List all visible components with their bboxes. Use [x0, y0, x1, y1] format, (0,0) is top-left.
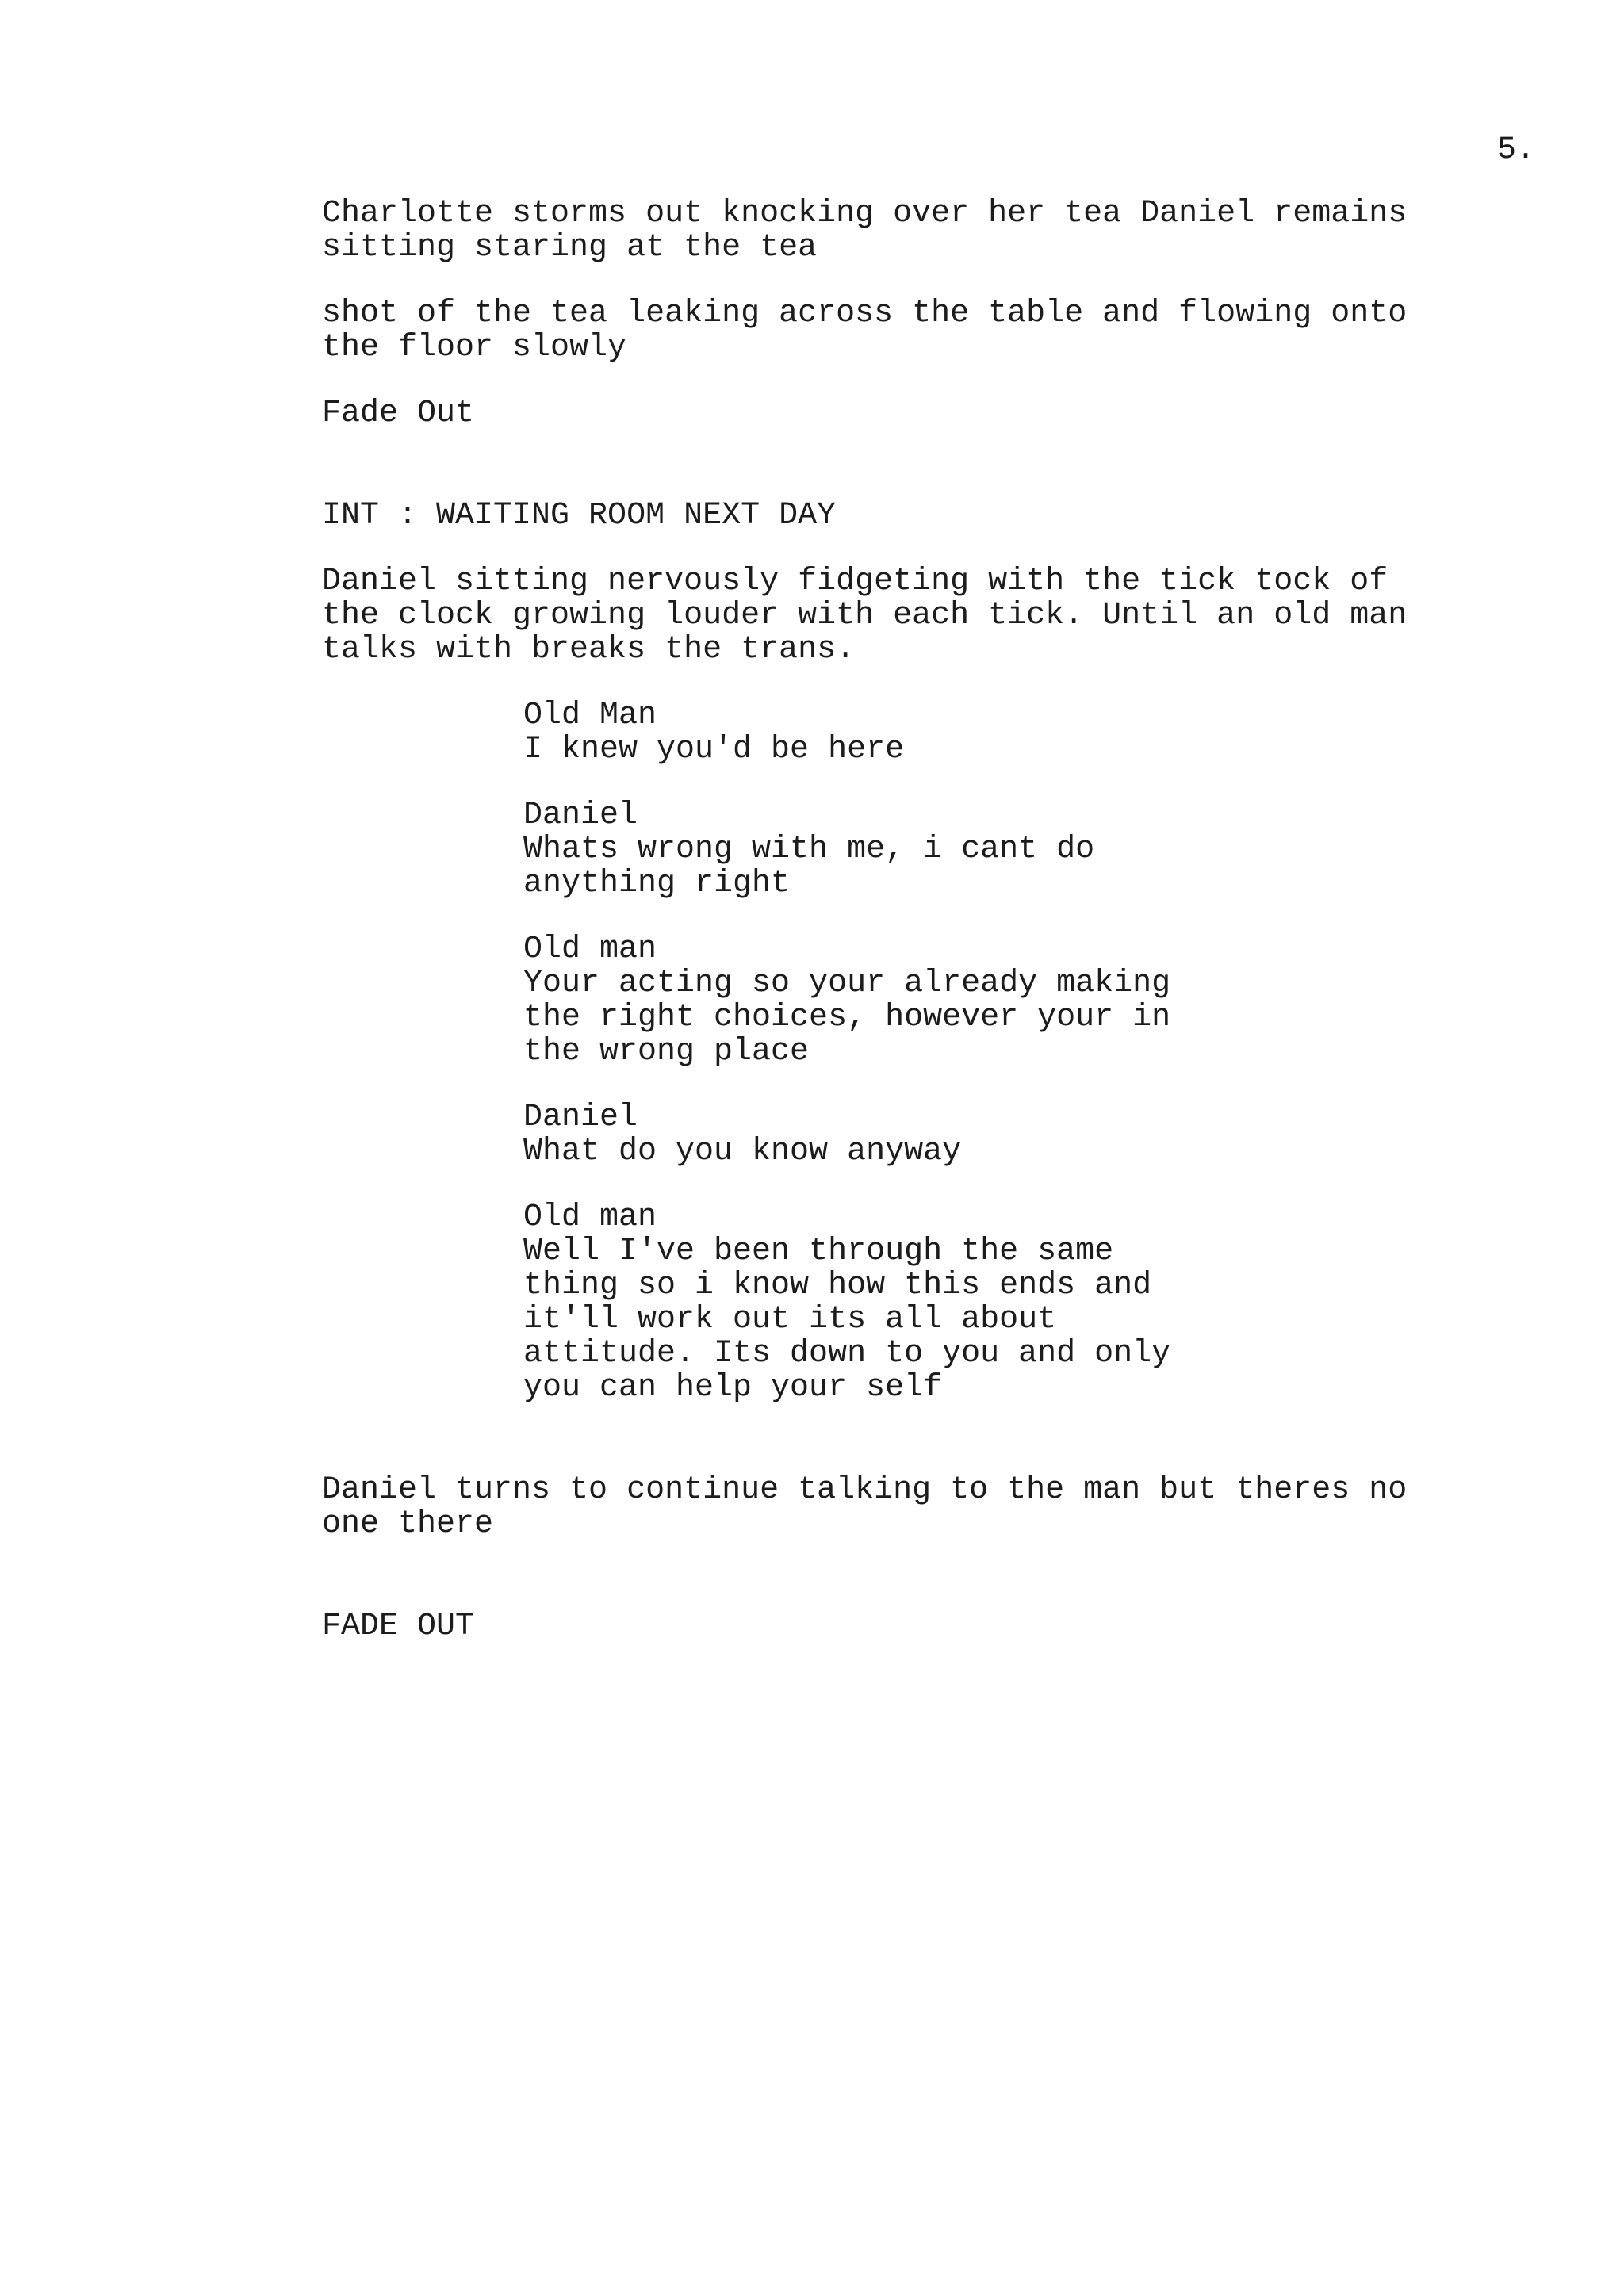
action-paragraph: Daniel turns to continue talking to the man but theres no one there	[322, 1472, 1408, 1542]
script-body	[322, 197, 1511, 1644]
dialogue-line: Well I've been through the same thing so i know how this ends and it'll work out its all about attitude. Its down to you and only you can help your self	[523, 1234, 1171, 1406]
dialogue-line: What do you know anyway	[523, 1134, 962, 1169]
action-paragraph: Daniel sitting nervously fidgeting with the tick tock of the clock growing louder with each tick. Until an old man talks with breaks the trans.	[322, 564, 1408, 668]
character-name: Old man	[523, 932, 657, 967]
dialogue-line: I knew you'd be here	[523, 732, 905, 767]
action-paragraph: Charlotte storms out knocking over her tea Daniel remains sitting staring at the tea	[322, 196, 1408, 266]
character-name: Old Man	[523, 698, 657, 733]
dialogue-block	[322, 932, 1511, 1069]
dialogue-block	[322, 698, 1511, 767]
dialogue-line: Whats wrong with me, i cant do anything right	[523, 832, 1095, 901]
character-name: Old man	[523, 1200, 657, 1235]
dialogue-line: Your acting so your already making the right choices, however your in the wrong place	[523, 966, 1171, 1070]
dialogue-block	[322, 798, 1511, 901]
transition: FADE OUT	[322, 1609, 475, 1644]
scene-heading: INT : WAITING ROOM NEXT DAY	[322, 498, 837, 534]
character-name: Daniel	[523, 798, 638, 833]
dialogue-block	[322, 1100, 1511, 1169]
action-paragraph: shot of the tea leaking across the table and flowing onto the floor slowly	[322, 296, 1408, 365]
page-number: 5.	[1496, 132, 1535, 168]
dialogue-block	[322, 1200, 1511, 1405]
transition: Fade Out	[322, 396, 475, 431]
character-name: Daniel	[523, 1100, 638, 1135]
